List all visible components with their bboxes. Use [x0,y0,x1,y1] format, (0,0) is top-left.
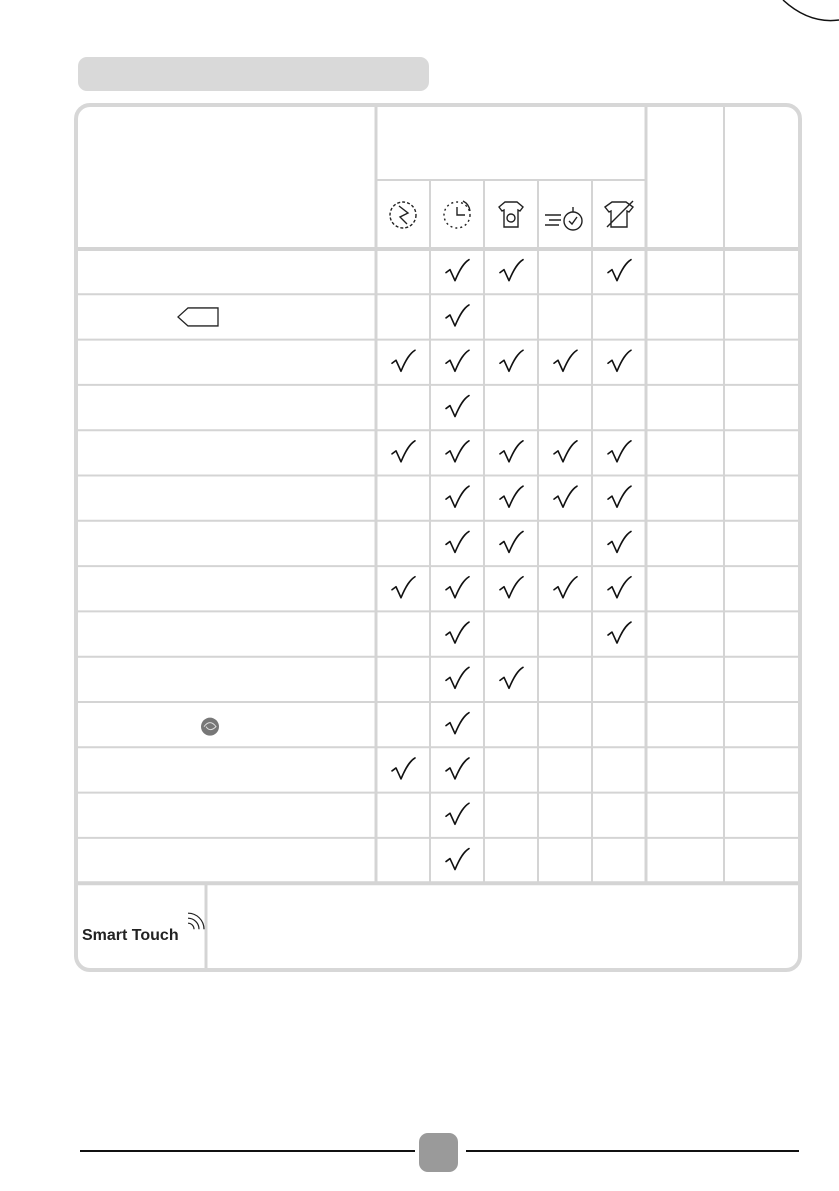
check-mark [446,396,469,417]
check-mark [500,667,523,688]
check-mark [554,350,577,371]
check-mark [446,305,469,326]
stain-care-icon [499,202,523,227]
easy-iron-icon [605,201,633,227]
check-mark [554,486,577,507]
check-mark [446,441,469,462]
check-mark [608,441,631,462]
footer-line-left [80,1150,415,1152]
section-title-bar [78,57,429,91]
tag-icon [178,308,218,326]
page-number-badge [419,1133,458,1172]
table-grid [78,107,798,968]
check-mark [392,577,415,598]
check-mark [500,577,523,598]
delay-timer-icon [444,201,470,228]
check-mark [392,441,415,462]
check-mark [446,486,469,507]
check-mark [608,350,631,371]
check-mark [392,350,415,371]
check-mark [446,622,469,643]
check-mark [446,531,469,552]
check-mark [500,531,523,552]
check-mark [446,667,469,688]
check-mark [446,577,469,598]
nfc-waves-icon [188,913,204,929]
programme-options-table [74,103,802,972]
check-mark [554,577,577,598]
footer-line-right [466,1150,799,1152]
check-mark [500,260,523,281]
check-mark [446,350,469,371]
check-mark [392,758,415,779]
check-mark [608,531,631,552]
check-mark [446,713,469,734]
check-mark [500,441,523,462]
check-mark [608,486,631,507]
check-mark [446,849,469,870]
rapid-icon [545,207,582,230]
check-mark [500,350,523,371]
eco-icon [390,202,416,228]
smart-touch-logo: Smart Touch [82,927,179,945]
check-mark [554,441,577,462]
check-mark [608,622,631,643]
check-mark [446,260,469,281]
check-mark [608,260,631,281]
check-mark [500,486,523,507]
check-mark [446,758,469,779]
corner-mark [779,0,839,24]
check-mark [608,577,631,598]
check-mark [446,803,469,824]
